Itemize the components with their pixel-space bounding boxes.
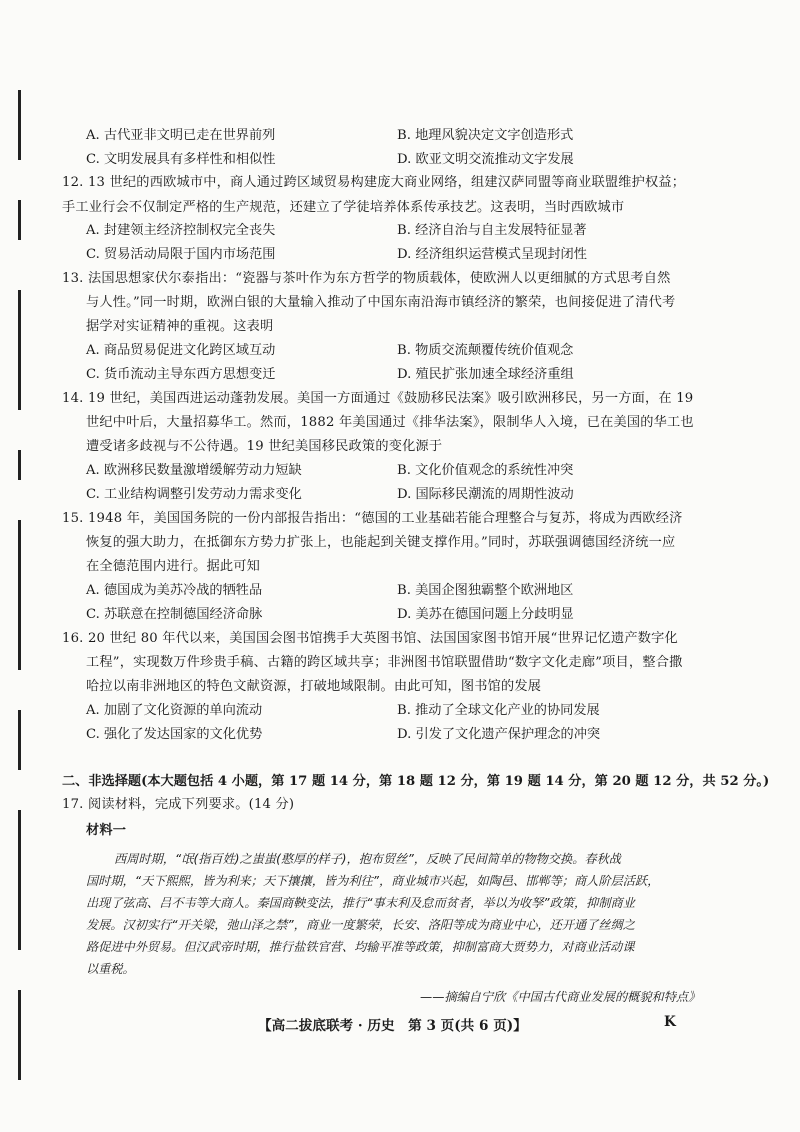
q17-stem: 17. 阅读材料，完成下列要求。(14 分) xyxy=(62,797,295,812)
q11-option-b: B. 地理风貌决定文字创造形式 xyxy=(397,128,574,143)
q12-option-a: A. 封建领主经济控制权完全丧失 xyxy=(86,223,276,238)
q11-option-d: D. 欧亚文明交流推动文字发展 xyxy=(397,152,574,167)
q13-stem-line2: 与人性。”同一时期，欧洲白银的大量输入推动了中国东南沿海市镇经济的繁荣，也间接促进了清代考 xyxy=(86,295,676,310)
q11-option-c: C. 文明发展具有多样性和相似性 xyxy=(86,152,276,167)
q15-stem-line1: 15. 1948 年，美国国务院的一份内部报告指出：“德国的工业基础若能合理整合与复苏，将成为西欧经济 xyxy=(62,511,683,526)
q14-stem-line2: 世纪中叶后，大量招募华工。然而，1882 年美国通过《排华法案》，限制华人入境，已在美国的华工也 xyxy=(86,415,694,430)
q15-option-c: C. 苏联意在控制德国经济命脉 xyxy=(86,607,263,622)
material-line6: 以重税。 xyxy=(86,962,135,976)
material-label: 材料一 xyxy=(86,823,127,838)
q16-stem-line1: 16. 20 世纪 80 年代以来，美国国会图书馆携手大英图书馆、法国国家图书馆开展“世界记忆遗产数字化 xyxy=(62,631,678,646)
q16-option-d: D. 引发了文化遗产保护理念的冲突 xyxy=(397,727,601,742)
q13-option-c: C. 货币流动主导东西方思想变迁 xyxy=(86,367,276,382)
q15-option-b: B. 美国企图独霸整个欧洲地区 xyxy=(397,583,574,598)
q16-option-c: C. 强化了发达国家的文化优势 xyxy=(86,727,263,742)
material-line4: 发展。汉初实行“开关梁，弛山泽之禁”，商业一度繁荣，长安、洛阳等成为商业中心，还开通了丝绸之 xyxy=(86,918,635,932)
q14-stem-line1: 14. 19 世纪，美国西进运动蓬勃发展。美国一方面通过《鼓励移民法案》吸引欧洲移民，另一方面，在 19 xyxy=(62,391,694,406)
q13-option-d: D. 殖民扩张加速全球经济重组 xyxy=(397,367,574,382)
q15-stem-line3: 在全德范围内进行。据此可知 xyxy=(86,559,261,574)
material-line1: 西周时期，“氓(指百姓)之蚩蚩(憨厚的样子)，抱布贸丝”，反映了民间简单的物物交换。春秋战 xyxy=(114,852,621,866)
q14-option-d: D. 国际移民潮流的周期性波动 xyxy=(397,487,574,502)
q16-stem-line2: 工程”，实现数万件珍贵手稿、古籍的跨区域共享；非洲图书馆联盟借助“数字文化走廊”项目，整合撒 xyxy=(86,655,683,670)
q15-stem-line2: 恢复的强大助力，在抵御东方势力扩张上，也能起到关键支撑作用。”同时，苏联强调德国经济统一应 xyxy=(86,535,676,550)
q12-stem-line1: 12. 13 世纪的西欧城市中，商人通过跨区域贸易构建庞大商业网络，组建汉萨同盟等商业联盟维护权益； xyxy=(62,175,686,190)
q12-stem-line2: 手工业行会不仅制定严格的生产规范，还建立了学徒培养体系传承技艺。这表明，当时西欧城市 xyxy=(62,200,625,215)
q11-option-a: A. 古代亚非文明已走在世界前列 xyxy=(86,128,276,143)
q14-option-c: C. 工业结构调整引发劳动力需求变化 xyxy=(86,487,302,502)
q15-option-d: D. 美苏在德国问题上分歧明显 xyxy=(397,607,574,622)
material-source: ——摘编自宁欣《中国古代商业发展的概貌和特点》 xyxy=(420,990,701,1004)
paper-version-code: K xyxy=(664,1014,676,1030)
q12-option-b: B. 经济自治与自主发展特征显著 xyxy=(397,223,587,238)
q16-option-a: A. 加剧了文化资源的单向流动 xyxy=(86,703,263,718)
q16-stem-line3: 哈拉以南非洲地区的特色文献资源，打破地域限制。由此可知，图书馆的发展 xyxy=(86,679,542,694)
q16-option-b: B. 推动了全球文化产业的协同发展 xyxy=(397,703,600,718)
q15-option-a: A. 德国成为美苏冷战的牺牲品 xyxy=(86,583,263,598)
q14-stem-line3: 遭受诸多歧视与不公待遇。19 世纪美国移民政策的变化源于 xyxy=(86,439,443,454)
q13-stem-line3: 据学对实证精神的重视。这表明 xyxy=(86,319,274,334)
q13-stem-line1: 13. 法国思想家伏尔泰指出：“瓷器与茶叶作为东方哲学的物质载体，使欧洲人以更细腻的方式思考自然 xyxy=(62,271,671,286)
q14-option-b: B. 文化价值观念的系统性冲突 xyxy=(397,463,574,478)
binding-margin-marks xyxy=(18,90,24,1080)
q12-option-c: C. 贸易活动局限于国内市场范围 xyxy=(86,247,276,262)
material-line5: 路促进中外贸易。但汉武帝时期，推行盐铁官营、均输平准等政策，抑制富商大贾势力，对商业活动课 xyxy=(86,940,635,954)
q13-option-b: B. 物质交流颠覆传统价值观念 xyxy=(397,343,574,358)
q14-option-a: A. 欧洲移民数量激增缓解劳动力短缺 xyxy=(86,463,302,478)
material-line3: 出现了弦高、吕不韦等大商人。秦国商鞅变法，推行“事末利及怠而贫者，举以为收孥”政策，抑制商业 xyxy=(86,896,635,910)
page-footer: 【高二拔底联考 · 历史 第 3 页(共 6 页)】 xyxy=(258,1018,527,1034)
q13-option-a: A. 商品贸易促进文化跨区域互动 xyxy=(86,343,276,358)
section-heading: 二、非选择题(本大题包括 4 小题，第 17 题 14 分，第 18 题 12 分，第 19 题 14 分，第 20 题 12 分，共 52 分。) xyxy=(62,774,770,789)
q12-option-d: D. 经济组织运营模式呈现封闭性 xyxy=(397,247,587,262)
material-line2: 国时期，“天下熙熙，皆为利来；天下攘攘，皆为利往”，商业城市兴起，如陶邑、邯郸等；商人阶层活跃， xyxy=(86,874,660,888)
